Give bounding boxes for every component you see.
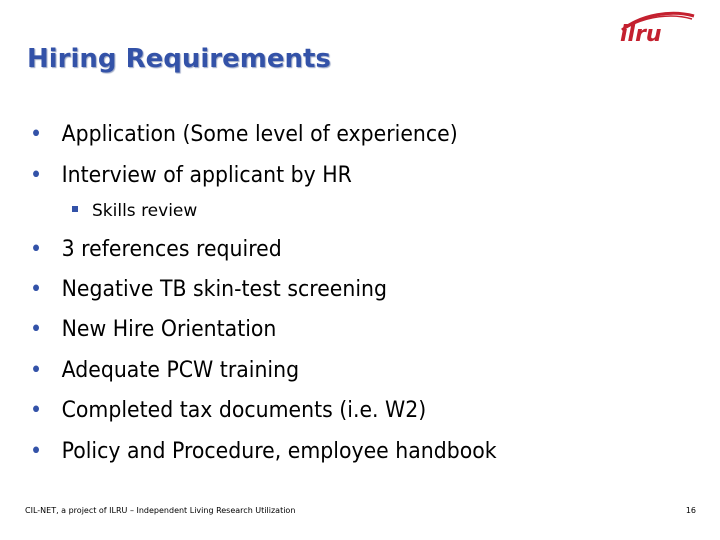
ilru-logo (612, 8, 700, 54)
sub-bullet-item (72, 201, 197, 221)
bullet-item (30, 398, 426, 423)
bullet-text: Application (Some level of experience) (61, 122, 458, 147)
bullet-text: Completed tax documents (i.e. W2) (61, 398, 427, 423)
footer-text: CIL-NET, a project of ILRU – Independent Living Research Utilization (25, 506, 296, 515)
slide-title: Hiring Requirements (27, 44, 331, 74)
bullet-item (30, 317, 276, 342)
sub-bullet-text: Skills review (92, 201, 198, 221)
bullet-item (30, 237, 282, 262)
bullet-dot-icon: • (30, 317, 43, 342)
bullet-text: 3 references required (61, 237, 282, 262)
logo-text: ilru (620, 22, 662, 47)
bullet-text: Negative TB skin-test screening (61, 277, 387, 302)
page-number: 16 (685, 506, 696, 515)
bullet-dot-icon: • (30, 237, 43, 262)
bullet-text: Adequate PCW training (61, 358, 300, 383)
bullet-dot-icon: • (30, 358, 43, 383)
bullet-item (30, 439, 497, 464)
bullet-item (30, 358, 299, 383)
bullet-item (30, 122, 458, 147)
bullet-text: Interview of applicant by HR (61, 163, 352, 188)
bullet-item (30, 277, 387, 302)
bullet-dot-icon: • (30, 439, 43, 464)
bullet-dot-icon: • (30, 163, 43, 188)
bullet-dot-icon: • (30, 277, 43, 302)
bullet-text: New Hire Orientation (61, 317, 277, 342)
bullet-dot-icon: • (30, 122, 43, 147)
bullet-item (30, 163, 352, 188)
bullet-dot-icon: • (30, 398, 43, 423)
bullet-text: Policy and Procedure, employee handbook (61, 439, 497, 464)
square-bullet-icon (72, 206, 78, 212)
